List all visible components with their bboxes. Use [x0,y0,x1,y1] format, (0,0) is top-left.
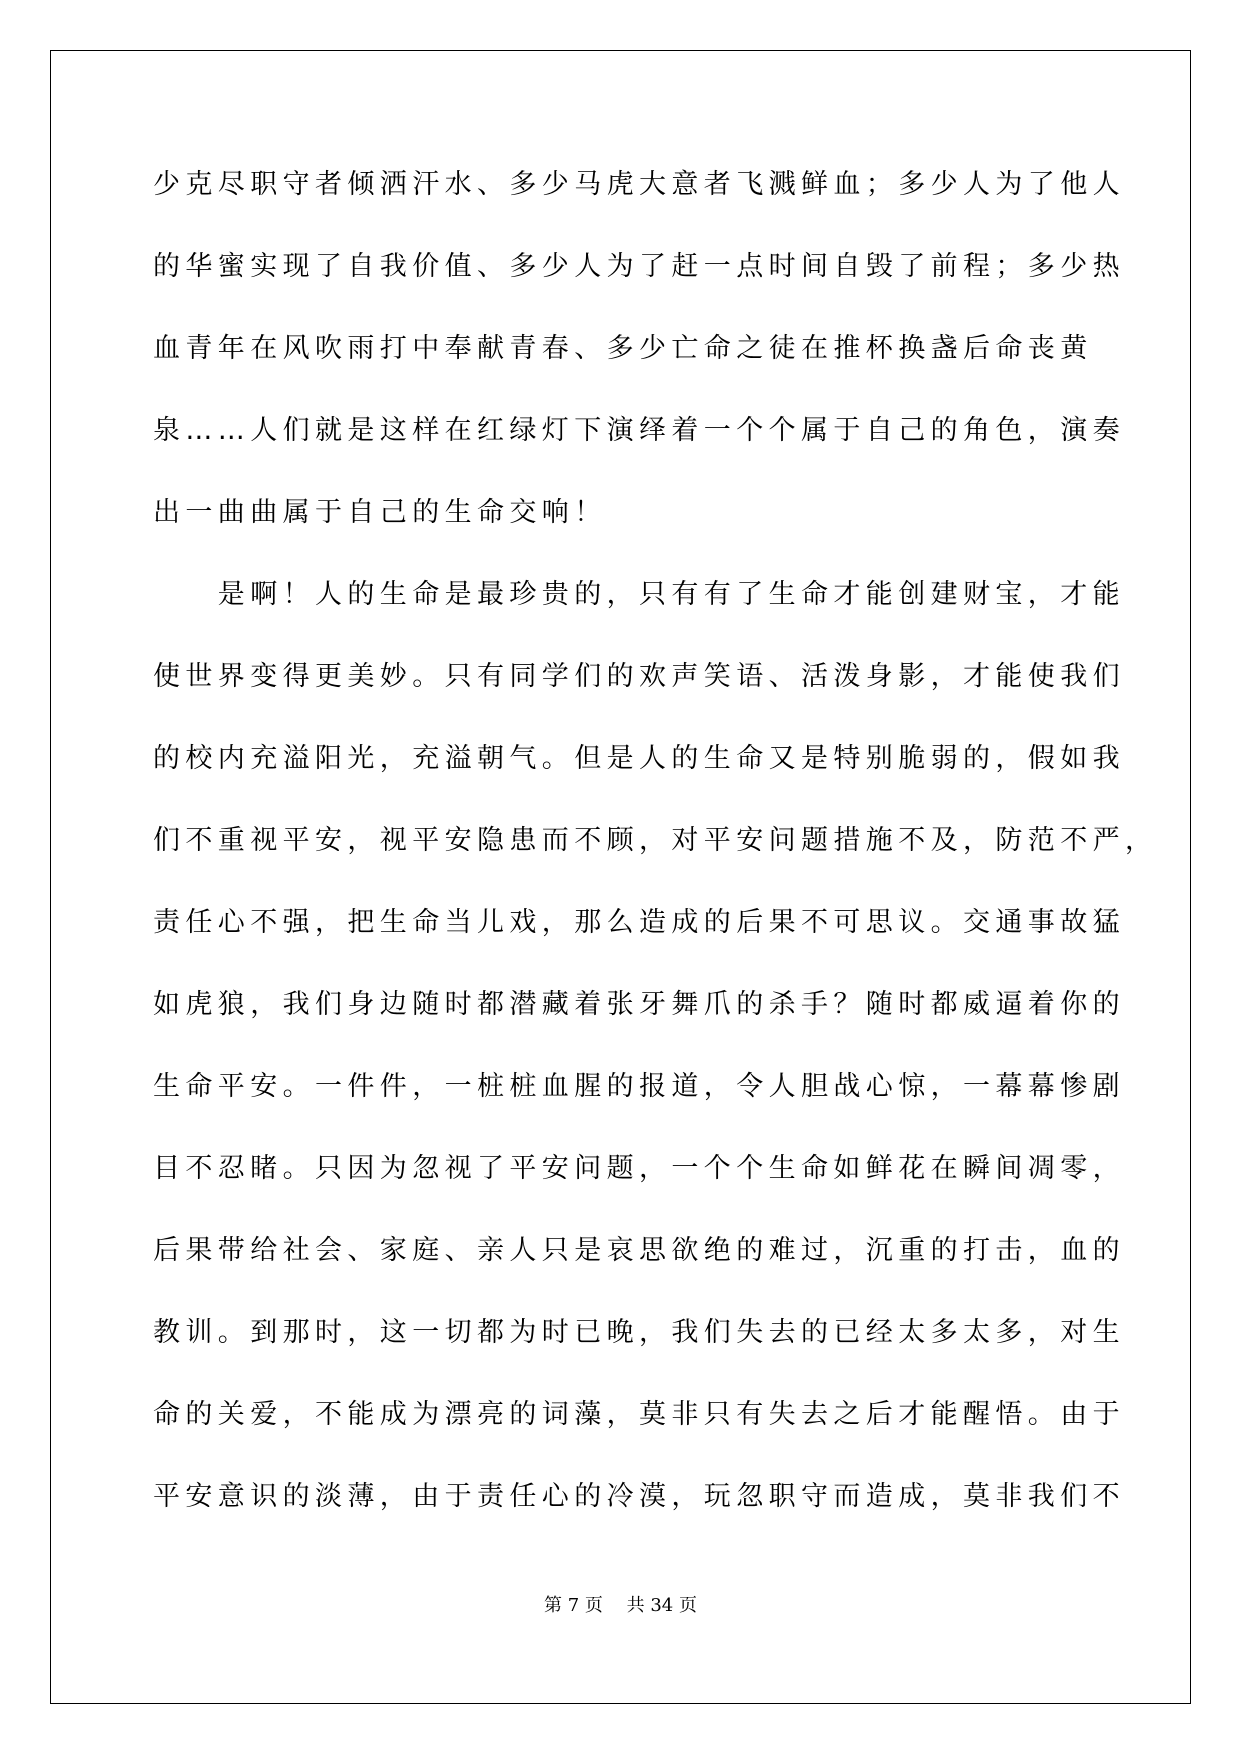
text-line: 出一曲曲属于自己的生命交响！ [153,497,607,528]
page-number-footer: 第 7 页 共 34 页 [544,1595,697,1616]
document-body [153,150,1158,1544]
text-line: 血青年在风吹雨打中奉献青春、多少亡命之徒在推杯换盏后命丧黄 [153,333,1093,364]
text-line: 平安意识的淡薄，由于责任心的冷漠，玩忽职守而造成，莫非我们不 [153,1481,1125,1512]
text-line: 如虎狼，我们身边随时都潜藏着张牙舞爪的杀手？随时都威逼着你的 [153,989,1125,1020]
paragraph-start-line: 是啊！人的生命是最珍贵的，只有有了生命才能创建财宝，才能 [153,579,1125,610]
text-line: 少克尽职守者倾洒汗水、多少马虎大意者飞溅鲜血；多少人为了他人 [153,169,1125,200]
text-line: 们不重视平安，视平安隐患而不顾，对平安问题措施不及，防范不严， [153,825,1158,856]
text-line: 的华蜜实现了自我价值、多少人为了赶一点时间自毁了前程；多少热 [153,251,1125,282]
text-line: 教训。到那时，这一切都为时已晚，我们失去的已经太多太多，对生 [153,1317,1125,1348]
text-line: 生命平安。一件件，一桩桩血腥的报道，令人胆战心惊，一幕幕惨剧 [153,1071,1125,1102]
text-line: 的校内充溢阳光，充溢朝气。但是人的生命又是特别脆弱的，假如我 [153,743,1125,774]
text-line: 责任心不强，把生命当儿戏，那么造成的后果不可思议。交通事故猛 [153,907,1125,938]
text-line: 泉……人们就是这样在红绿灯下演绎着一个个属于自己的角色，演奏 [153,415,1125,446]
text-line: 命的关爱，不能成为漂亮的词藻，莫非只有失去之后才能醒悟。由于 [153,1399,1125,1430]
text-line: 使世界变得更美妙。只有同学们的欢声笑语、活泼身影，才能使我们 [153,661,1125,692]
text-line: 目不忍睹。只因为忽视了平安问题，一个个生命如鲜花在瞬间凋零， [153,1153,1125,1184]
text-line: 后果带给社会、家庭、亲人只是哀思欲绝的难过，沉重的打击，血的 [153,1235,1125,1266]
